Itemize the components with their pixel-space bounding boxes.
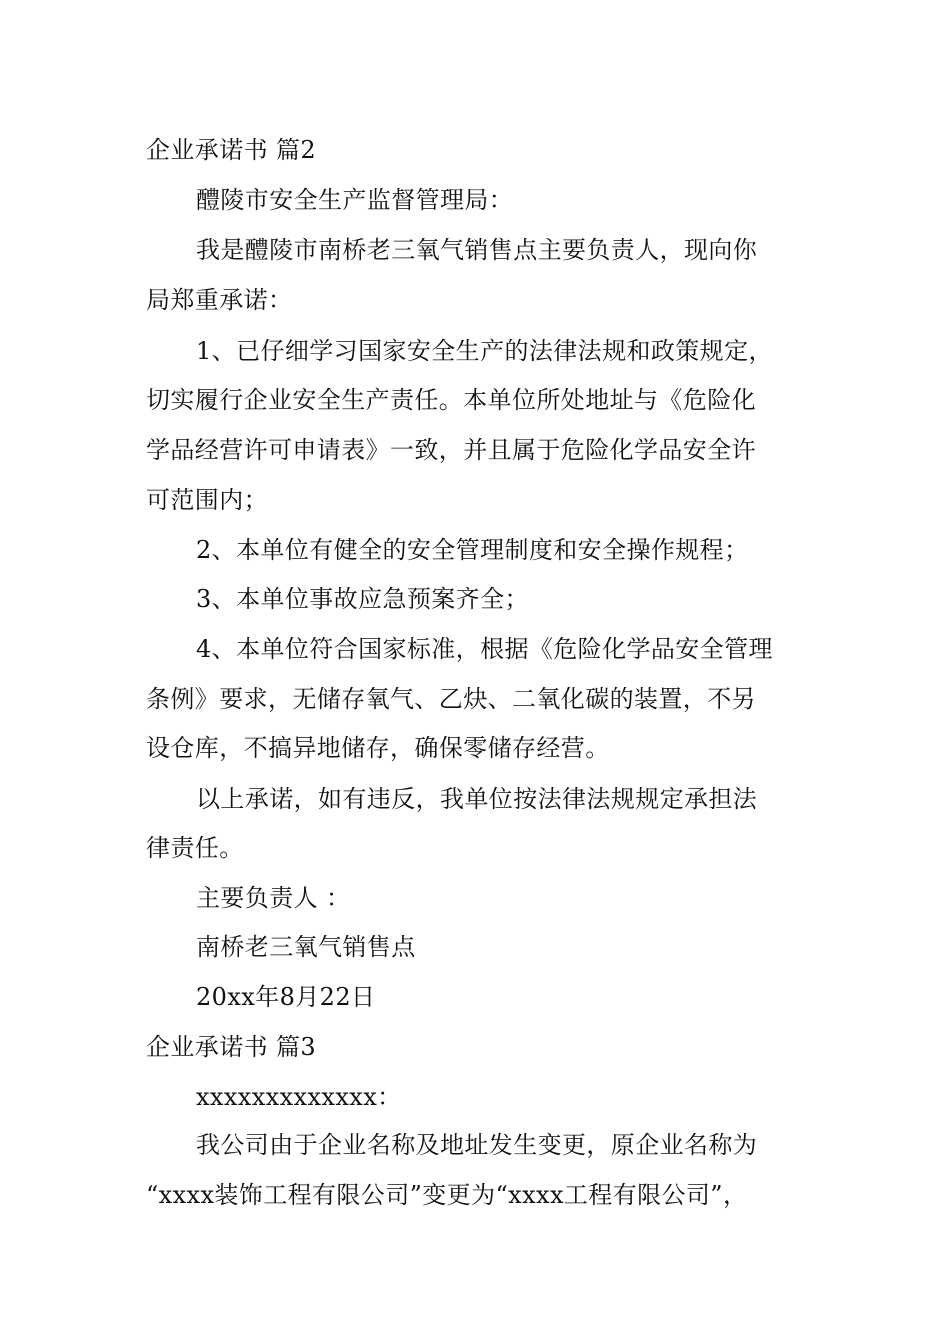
- paragraph-line: 2、本单位有健全的安全管理制度和安全操作规程；: [196, 536, 749, 564]
- paragraph-line: “xxxx装饰工程有限公司”变更为“xxxx工程有限公司”，: [146, 1181, 748, 1209]
- addressee-3: xxxxxxxxxxxxx：: [196, 1083, 402, 1111]
- paragraph-line: 以上承诺，如有违反，我单位按法律法规规定承担法: [196, 785, 758, 813]
- signature-responsible-person: 主要负责人 ：: [196, 884, 351, 912]
- paragraph-line: 我公司由于企业名称及地址发生变更，原企业名称为: [196, 1131, 758, 1159]
- addressee-2: 醴陵市安全生产监督管理局：: [196, 186, 514, 214]
- paragraph-line: 设仓库，不搞异地储存，确保零储存经营。: [146, 734, 610, 762]
- section-heading-3: 企业承诺书 篇3: [146, 1033, 317, 1061]
- paragraph-line: 切实履行企业安全生产责任。本单位所处地址与《危险化: [146, 386, 756, 414]
- paragraph-line: 可范围内；: [146, 486, 268, 514]
- paragraph-line: 律责任。: [146, 834, 244, 862]
- signature-organization: 南桥老三氧气销售点: [196, 933, 416, 961]
- paragraph-line: 4、本单位符合国家标准，根据《危险化学品安全管理: [196, 635, 773, 663]
- paragraph-line: 1、已仔细学习国家安全生产的法律法规和政策规定，: [196, 337, 773, 365]
- section-heading-2: 企业承诺书 篇2: [146, 136, 317, 164]
- paragraph-line: 3、本单位事故应急预案齐全；: [196, 585, 529, 613]
- paragraph-line: 学品经营许可申请表》一致，并且属于危险化学品安全许: [146, 436, 756, 464]
- signature-date: 20xx年8月22日: [196, 983, 376, 1011]
- paragraph-line: 我是醴陵市南桥老三氧气销售点主要负责人，现向你: [196, 236, 758, 264]
- paragraph-line: 局郑重承诺：: [146, 286, 293, 314]
- paragraph-line: 条例》要求，无储存氧气、乙炔、二氧化碳的装置，不另: [146, 685, 756, 713]
